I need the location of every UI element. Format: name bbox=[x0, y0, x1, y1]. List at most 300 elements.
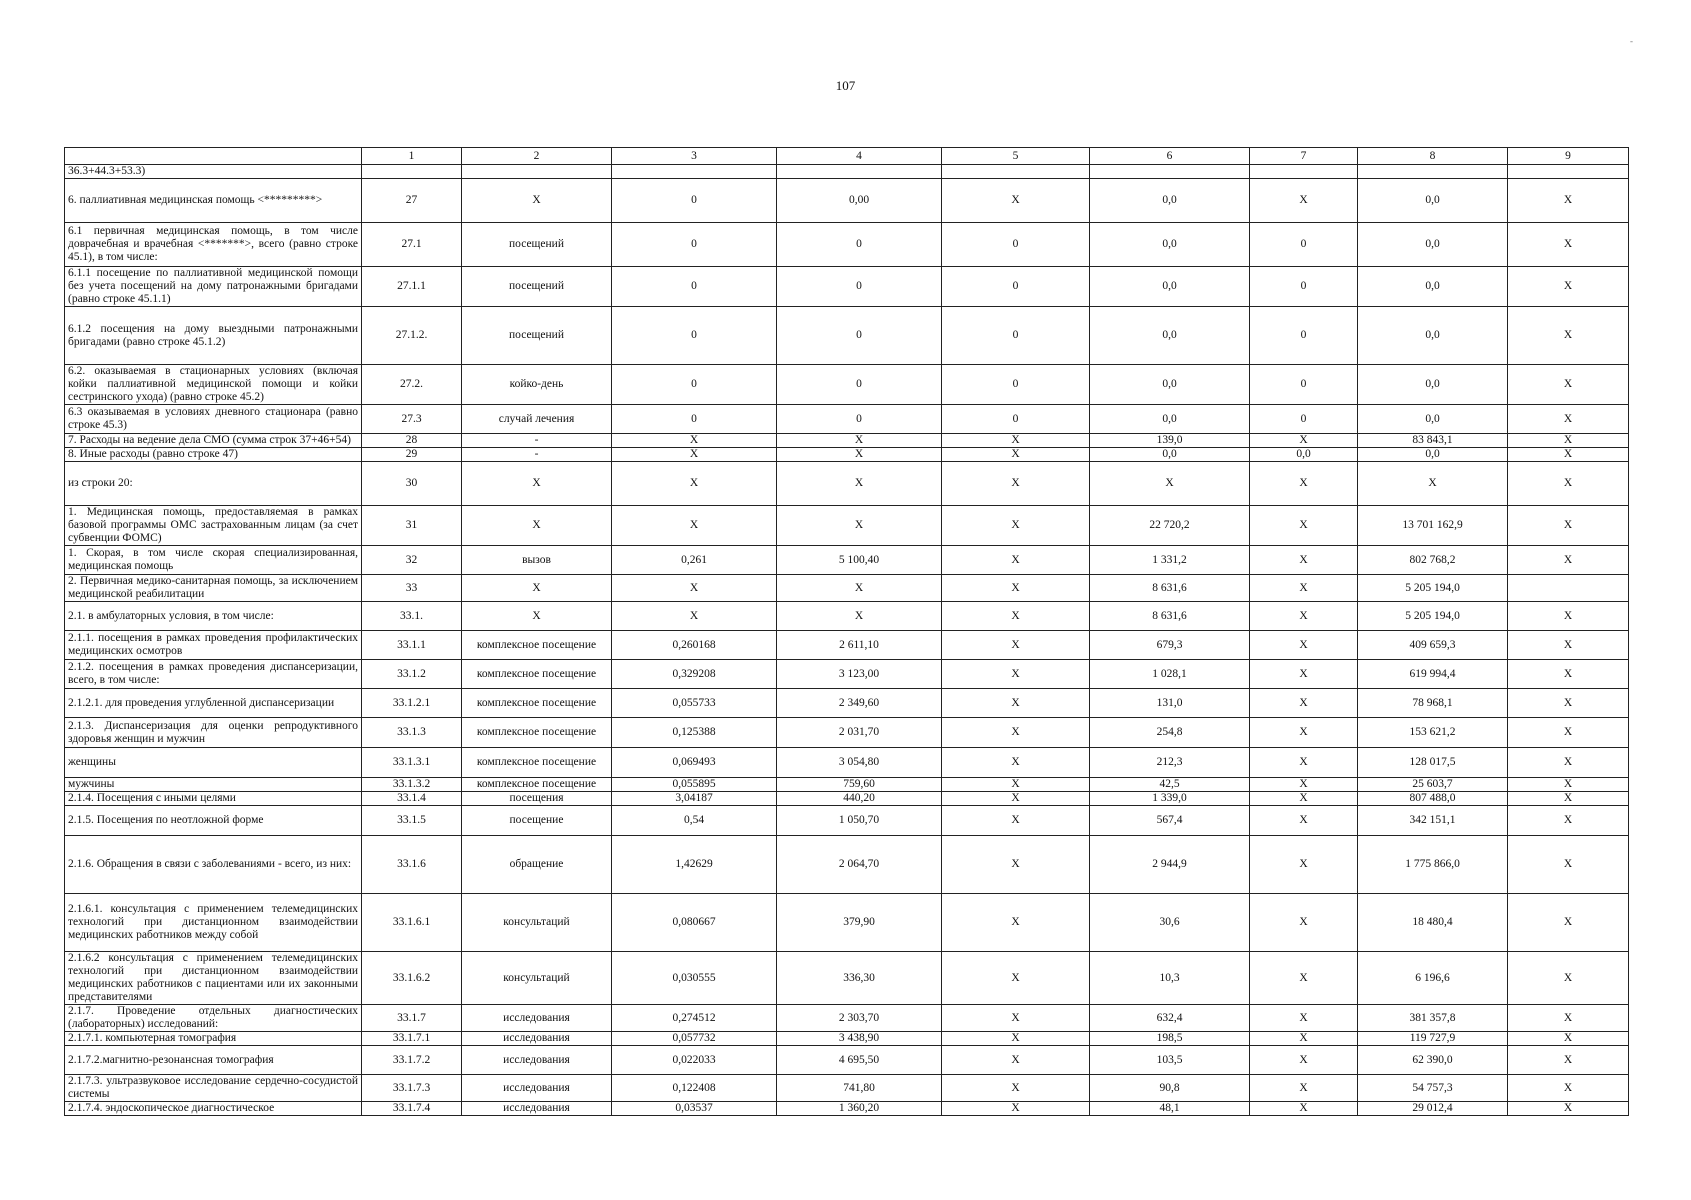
cell-col-8: 13 701 162,9 bbox=[1358, 506, 1508, 546]
cell-row-name: 2.1.7.3. ультразвуковое исследование сердечно-сосудистой системы bbox=[65, 1075, 362, 1102]
cell-col-6: 2 944,9 bbox=[1090, 836, 1250, 894]
table-row bbox=[65, 631, 1629, 660]
cell-col-3: 3,04187 bbox=[612, 792, 777, 806]
cell-col-7: 0 bbox=[1250, 405, 1358, 434]
cell-col-6: 0,0 bbox=[1090, 448, 1250, 462]
cell-unit: комплексное посещение bbox=[462, 718, 612, 748]
cell-col-6: 632,4 bbox=[1090, 1005, 1250, 1032]
table-row bbox=[65, 223, 1629, 267]
cell-col-7: X bbox=[1250, 434, 1358, 448]
cell-row-code: 33.1.7.2 bbox=[362, 1046, 462, 1075]
cell-row-name: 2.1.7.4. эндоскопическое диагностическое bbox=[65, 1102, 362, 1116]
cell-unit: X bbox=[462, 462, 612, 506]
cell-row-code: 33.1.1 bbox=[362, 631, 462, 660]
cell-col-4: 2 611,10 bbox=[777, 631, 942, 660]
scan-dot: - bbox=[1630, 36, 1633, 46]
cell-col-8: 54 757,3 bbox=[1358, 1075, 1508, 1102]
cell-col-6: 0,0 bbox=[1090, 223, 1250, 267]
tariff-table bbox=[64, 147, 1629, 1116]
cell-col-7: 0 bbox=[1250, 307, 1358, 365]
cell-col-5: 0 bbox=[942, 365, 1090, 405]
cell-col-7: X bbox=[1250, 1005, 1358, 1032]
cell-col-8: 0,0 bbox=[1358, 405, 1508, 434]
cell-row-name: 1. Скорая, в том числе скорая специализированная, медицинская помощь bbox=[65, 546, 362, 575]
cell-col-9: X bbox=[1508, 223, 1629, 267]
cell-col-9: X bbox=[1508, 365, 1629, 405]
cell-col-6: 1 028,1 bbox=[1090, 660, 1250, 689]
cell-row-name: 2. Первичная медико-санитарная помощь, за исключением медицинской реабилитации bbox=[65, 575, 362, 602]
cell-col-7: X bbox=[1250, 1046, 1358, 1075]
cell-row-code: 30 bbox=[362, 462, 462, 506]
cell-col-4: X bbox=[777, 602, 942, 631]
cell-row-code: 27.2. bbox=[362, 365, 462, 405]
cell-col-3: 1,42629 bbox=[612, 836, 777, 894]
cell-col-8: 153 621,2 bbox=[1358, 718, 1508, 748]
cell-col-3: X bbox=[612, 506, 777, 546]
page-number: 107 bbox=[835, 78, 856, 93]
cell-col-8: 807 488,0 bbox=[1358, 792, 1508, 806]
cell-col-8: 128 017,5 bbox=[1358, 748, 1508, 778]
cell-col-7: 0,0 bbox=[1250, 448, 1358, 462]
cell-col-6: 0,0 bbox=[1090, 405, 1250, 434]
cell-col-7: X bbox=[1250, 1032, 1358, 1046]
cell-col-9: X bbox=[1508, 631, 1629, 660]
table-row bbox=[65, 434, 1629, 448]
cell-col-6: 0,0 bbox=[1090, 307, 1250, 365]
cell-col-3: X bbox=[612, 462, 777, 506]
table-row bbox=[65, 165, 1629, 179]
cell-col-7: X bbox=[1250, 952, 1358, 1005]
cell-col-9: X bbox=[1508, 660, 1629, 689]
cell-col-9: X bbox=[1508, 1005, 1629, 1032]
cell-col-6: 131,0 bbox=[1090, 689, 1250, 718]
cell-col-5: X bbox=[942, 602, 1090, 631]
cell-row-code: 33.1.2 bbox=[362, 660, 462, 689]
cell-col-5: X bbox=[942, 689, 1090, 718]
table-row bbox=[65, 894, 1629, 952]
table-row bbox=[65, 1075, 1629, 1102]
cell-col-7: X bbox=[1250, 1075, 1358, 1102]
cell-col-9: X bbox=[1508, 462, 1629, 506]
table-row bbox=[65, 448, 1629, 462]
table-row bbox=[65, 660, 1629, 689]
cell-col-8: 5 205 194,0 bbox=[1358, 602, 1508, 631]
table-row bbox=[65, 836, 1629, 894]
cell-col-7: X bbox=[1250, 1102, 1358, 1116]
cell-col-5: X bbox=[942, 792, 1090, 806]
cell-col-4: 379,90 bbox=[777, 894, 942, 952]
cell-col-6: 0,0 bbox=[1090, 179, 1250, 223]
cell-col-6: 1 331,2 bbox=[1090, 546, 1250, 575]
table-row bbox=[65, 1102, 1629, 1116]
cell-col-8: 6 196,6 bbox=[1358, 952, 1508, 1005]
cell-row-name: 1. Медицинская помощь, предоставляемая в рамках базовой программы ОМС застрахованным лицам (за счет субвенции ФОМС) bbox=[65, 506, 362, 546]
cell-row-name: 2.1.6.2 консультация с применением телемедицинских технологий при дистанционном взаимодействии медицинских работников с пациентами или их законными представителями bbox=[65, 952, 362, 1005]
table-row bbox=[65, 952, 1629, 1005]
cell-col-3: 0,022033 bbox=[612, 1046, 777, 1075]
cell-col-7: X bbox=[1250, 836, 1358, 894]
cell-col-6: 103,5 bbox=[1090, 1046, 1250, 1075]
cell-col-5: X bbox=[942, 546, 1090, 575]
cell-col-5: 0 bbox=[942, 267, 1090, 307]
cell-col-4: 2 303,70 bbox=[777, 1005, 942, 1032]
cell-col-6: 10,3 bbox=[1090, 952, 1250, 1005]
table-row bbox=[65, 365, 1629, 405]
cell-row-name: 2.1.1. посещения в рамках проведения профилактических медицинских осмотров bbox=[65, 631, 362, 660]
cell-col-4: 336,30 bbox=[777, 952, 942, 1005]
cell-col-4: 0 bbox=[777, 307, 942, 365]
cell-row-name: мужчины bbox=[65, 778, 362, 792]
cell-col-7: X bbox=[1250, 602, 1358, 631]
cell-col-5: X bbox=[942, 1075, 1090, 1102]
cell-col-6: 198,5 bbox=[1090, 1032, 1250, 1046]
cell-col-4: X bbox=[777, 575, 942, 602]
cell-row-code: 27.1.1 bbox=[362, 267, 462, 307]
cell-col-6: 42,5 bbox=[1090, 778, 1250, 792]
cell-col-9: X bbox=[1508, 806, 1629, 836]
cell-col-6: 0,0 bbox=[1090, 267, 1250, 307]
column-header-3: 3 bbox=[612, 148, 777, 165]
cell-col-5: X bbox=[942, 718, 1090, 748]
cell-col-4: 3 438,90 bbox=[777, 1032, 942, 1046]
cell-col-4 bbox=[777, 165, 942, 179]
cell-row-code: 29 bbox=[362, 448, 462, 462]
cell-col-7: X bbox=[1250, 689, 1358, 718]
cell-col-8: 802 768,2 bbox=[1358, 546, 1508, 575]
cell-row-code: 32 bbox=[362, 546, 462, 575]
cell-row-name: 6.1.1 посещение по паллиативной медицинской помощи без учета посещений на дому патронажными бригадами (равно строке 45.1.1) bbox=[65, 267, 362, 307]
cell-col-9 bbox=[1508, 165, 1629, 179]
cell-col-4: 759,60 bbox=[777, 778, 942, 792]
cell-col-7: X bbox=[1250, 894, 1358, 952]
cell-col-9: X bbox=[1508, 405, 1629, 434]
cell-unit: комплексное посещение bbox=[462, 689, 612, 718]
cell-col-5: X bbox=[942, 952, 1090, 1005]
cell-col-4: 0 bbox=[777, 267, 942, 307]
cell-col-7 bbox=[1250, 165, 1358, 179]
cell-row-code: 33.1. bbox=[362, 602, 462, 631]
cell-col-6: 139,0 bbox=[1090, 434, 1250, 448]
cell-col-4: X bbox=[777, 462, 942, 506]
cell-unit: X bbox=[462, 602, 612, 631]
cell-col-5: X bbox=[942, 806, 1090, 836]
cell-unit: комплексное посещение bbox=[462, 748, 612, 778]
cell-row-code: 33.1.5 bbox=[362, 806, 462, 836]
cell-col-4: 1 050,70 bbox=[777, 806, 942, 836]
cell-row-name: 6.1 первичная медицинская помощь, в том числе доврачебная и врачебная <*******>, всего (равно строке 45.1), в том числе: bbox=[65, 223, 362, 267]
cell-col-6: 254,8 bbox=[1090, 718, 1250, 748]
cell-col-3: 0,080667 bbox=[612, 894, 777, 952]
cell-col-4: 1 360,20 bbox=[777, 1102, 942, 1116]
cell-col-8: 0,0 bbox=[1358, 179, 1508, 223]
cell-row-code: 33.1.6 bbox=[362, 836, 462, 894]
table-row bbox=[65, 718, 1629, 748]
cell-col-9: X bbox=[1508, 778, 1629, 792]
cell-col-9: X bbox=[1508, 307, 1629, 365]
cell-col-8 bbox=[1358, 165, 1508, 179]
table-row bbox=[65, 462, 1629, 506]
cell-col-4: X bbox=[777, 434, 942, 448]
cell-row-name: 2.1.4. Посещения с иными целями bbox=[65, 792, 362, 806]
cell-col-9: X bbox=[1508, 718, 1629, 748]
cell-col-4: 2 064,70 bbox=[777, 836, 942, 894]
cell-row-name: 6.2. оказываемая в стационарных условиях (включая койки паллиативной медицинской помощи и койки сестринского ухода) (равно строке 45.2) bbox=[65, 365, 362, 405]
table-row bbox=[65, 1046, 1629, 1075]
cell-unit: комплексное посещение bbox=[462, 778, 612, 792]
cell-row-code: 33.1.7 bbox=[362, 1005, 462, 1032]
cell-col-6: 48,1 bbox=[1090, 1102, 1250, 1116]
cell-col-9: X bbox=[1508, 894, 1629, 952]
cell-col-9: X bbox=[1508, 792, 1629, 806]
cell-col-7: X bbox=[1250, 778, 1358, 792]
cell-col-6: 8 631,6 bbox=[1090, 602, 1250, 631]
cell-unit: X bbox=[462, 575, 612, 602]
cell-col-7: X bbox=[1250, 660, 1358, 689]
cell-col-8: 0,0 bbox=[1358, 448, 1508, 462]
cell-row-code: 33.1.6.1 bbox=[362, 894, 462, 952]
cell-col-4: 3 054,80 bbox=[777, 748, 942, 778]
cell-col-5: X bbox=[942, 462, 1090, 506]
cell-col-3: 0,069493 bbox=[612, 748, 777, 778]
cell-col-5: X bbox=[942, 1102, 1090, 1116]
cell-col-4: 2 349,60 bbox=[777, 689, 942, 718]
cell-col-3: 0,329208 bbox=[612, 660, 777, 689]
cell-row-name: 2.1.5. Посещения по неотложной форме bbox=[65, 806, 362, 836]
cell-col-7: 0 bbox=[1250, 365, 1358, 405]
cell-unit: исследования bbox=[462, 1102, 612, 1116]
cell-unit bbox=[462, 165, 612, 179]
cell-col-8: 409 659,3 bbox=[1358, 631, 1508, 660]
cell-col-3: 0,055895 bbox=[612, 778, 777, 792]
cell-col-8: 381 357,8 bbox=[1358, 1005, 1508, 1032]
cell-col-5 bbox=[942, 165, 1090, 179]
cell-unit: посещений bbox=[462, 223, 612, 267]
cell-col-4: 5 100,40 bbox=[777, 546, 942, 575]
cell-unit: вызов bbox=[462, 546, 612, 575]
cell-row-code: 33.1.7.3 bbox=[362, 1075, 462, 1102]
cell-unit: исследования bbox=[462, 1032, 612, 1046]
cell-col-8: 18 480,4 bbox=[1358, 894, 1508, 952]
cell-col-8: 619 994,4 bbox=[1358, 660, 1508, 689]
cell-unit: X bbox=[462, 506, 612, 546]
cell-col-5: X bbox=[942, 179, 1090, 223]
cell-col-9: X bbox=[1508, 448, 1629, 462]
cell-row-code: 33.1.7.4 bbox=[362, 1102, 462, 1116]
cell-row-code bbox=[362, 165, 462, 179]
cell-col-8: 342 151,1 bbox=[1358, 806, 1508, 836]
column-header-7: 7 bbox=[1250, 148, 1358, 165]
cell-col-8: 78 968,1 bbox=[1358, 689, 1508, 718]
cell-col-3: 0,274512 bbox=[612, 1005, 777, 1032]
cell-col-3: 0 bbox=[612, 307, 777, 365]
cell-col-6 bbox=[1090, 165, 1250, 179]
cell-col-9: X bbox=[1508, 1075, 1629, 1102]
cell-row-code: 33 bbox=[362, 575, 462, 602]
cell-row-code: 27.1 bbox=[362, 223, 462, 267]
table-row bbox=[65, 748, 1629, 778]
cell-unit: посещений bbox=[462, 267, 612, 307]
cell-col-3: 0,261 bbox=[612, 546, 777, 575]
cell-col-7: X bbox=[1250, 575, 1358, 602]
cell-col-7: X bbox=[1250, 806, 1358, 836]
cell-col-8: X bbox=[1358, 462, 1508, 506]
cell-col-7: X bbox=[1250, 748, 1358, 778]
cell-unit: - bbox=[462, 434, 612, 448]
cell-col-5: X bbox=[942, 1032, 1090, 1046]
cell-col-3: 0 bbox=[612, 179, 777, 223]
cell-row-code: 33.1.2.1 bbox=[362, 689, 462, 718]
cell-unit: - bbox=[462, 448, 612, 462]
table-row bbox=[65, 602, 1629, 631]
cell-col-5: X bbox=[942, 1005, 1090, 1032]
cell-unit: обращение bbox=[462, 836, 612, 894]
cell-col-5: 0 bbox=[942, 405, 1090, 434]
cell-col-3: 0,057732 bbox=[612, 1032, 777, 1046]
cell-col-8: 0,0 bbox=[1358, 267, 1508, 307]
cell-col-7: X bbox=[1250, 792, 1358, 806]
cell-col-8: 0,0 bbox=[1358, 307, 1508, 365]
table-row bbox=[65, 1005, 1629, 1032]
cell-col-9: X bbox=[1508, 689, 1629, 718]
cell-col-5: X bbox=[942, 778, 1090, 792]
table-row bbox=[65, 546, 1629, 575]
cell-row-name: женщины bbox=[65, 748, 362, 778]
cell-col-4: X bbox=[777, 448, 942, 462]
table-row bbox=[65, 778, 1629, 792]
cell-row-name: 36.3+44.3+53.3) bbox=[65, 165, 362, 179]
cell-row-name: 6.1.2 посещения на дому выездными патронажными бригадами (равно строке 45.1.2) bbox=[65, 307, 362, 365]
column-header-8: 8 bbox=[1358, 148, 1508, 165]
cell-row-code: 28 bbox=[362, 434, 462, 448]
cell-col-9: X bbox=[1508, 602, 1629, 631]
cell-row-code: 33.1.3.1 bbox=[362, 748, 462, 778]
cell-unit: консультаций bbox=[462, 952, 612, 1005]
cell-col-5: X bbox=[942, 748, 1090, 778]
cell-col-8: 62 390,0 bbox=[1358, 1046, 1508, 1075]
cell-col-8: 29 012,4 bbox=[1358, 1102, 1508, 1116]
cell-unit: исследования bbox=[462, 1005, 612, 1032]
cell-col-4: 0 bbox=[777, 365, 942, 405]
cell-col-3: X bbox=[612, 575, 777, 602]
cell-row-code: 33.1.3 bbox=[362, 718, 462, 748]
cell-col-3: X bbox=[612, 434, 777, 448]
table-row bbox=[65, 806, 1629, 836]
cell-col-4: 3 123,00 bbox=[777, 660, 942, 689]
table-row bbox=[65, 1032, 1629, 1046]
column-header-4: 4 bbox=[777, 148, 942, 165]
cell-col-9: X bbox=[1508, 952, 1629, 1005]
cell-col-3: 0,055733 bbox=[612, 689, 777, 718]
cell-col-5: X bbox=[942, 631, 1090, 660]
cell-row-name: 8. Иные расходы (равно строке 47) bbox=[65, 448, 362, 462]
cell-col-3: X bbox=[612, 602, 777, 631]
cell-col-9 bbox=[1508, 575, 1629, 602]
cell-col-5: 0 bbox=[942, 223, 1090, 267]
cell-col-5: 0 bbox=[942, 307, 1090, 365]
cell-col-4: 2 031,70 bbox=[777, 718, 942, 748]
column-header-2: 2 bbox=[462, 148, 612, 165]
cell-col-9: X bbox=[1508, 836, 1629, 894]
cell-col-9: X bbox=[1508, 434, 1629, 448]
cell-col-4: 4 695,50 bbox=[777, 1046, 942, 1075]
cell-col-7: X bbox=[1250, 506, 1358, 546]
cell-col-6: 0,0 bbox=[1090, 365, 1250, 405]
cell-row-name: 2.1.6.1. консультация с применением телемедицинских технологий при дистанционном взаимодействии медицинских работников между собой bbox=[65, 894, 362, 952]
cell-col-3: 0 bbox=[612, 405, 777, 434]
cell-col-8: 0,0 bbox=[1358, 365, 1508, 405]
cell-col-4: 0,00 bbox=[777, 179, 942, 223]
cell-col-3: 0,030555 bbox=[612, 952, 777, 1005]
cell-row-name: из строки 20: bbox=[65, 462, 362, 506]
table-row bbox=[65, 689, 1629, 718]
cell-col-6: 212,3 bbox=[1090, 748, 1250, 778]
cell-row-code: 27.1.2. bbox=[362, 307, 462, 365]
cell-row-code: 27.3 bbox=[362, 405, 462, 434]
table-row bbox=[65, 307, 1629, 365]
cell-row-code: 33.1.6.2 bbox=[362, 952, 462, 1005]
cell-col-3: 0 bbox=[612, 223, 777, 267]
cell-row-code: 31 bbox=[362, 506, 462, 546]
cell-row-name: 2.1.2. посещения в рамках проведения диспансеризации, всего, в том числе: bbox=[65, 660, 362, 689]
cell-col-4: 0 bbox=[777, 223, 942, 267]
cell-col-5: X bbox=[942, 434, 1090, 448]
cell-col-9: X bbox=[1508, 546, 1629, 575]
cell-col-5: X bbox=[942, 1046, 1090, 1075]
cell-col-7: X bbox=[1250, 179, 1358, 223]
column-header-9: 9 bbox=[1508, 148, 1629, 165]
column-header-0 bbox=[65, 148, 362, 165]
cell-col-3: 0 bbox=[612, 365, 777, 405]
cell-col-5: X bbox=[942, 836, 1090, 894]
cell-col-3: 0,125388 bbox=[612, 718, 777, 748]
cell-row-code: 27 bbox=[362, 179, 462, 223]
cell-col-7: X bbox=[1250, 462, 1358, 506]
cell-col-7: X bbox=[1250, 546, 1358, 575]
cell-col-6: 30,6 bbox=[1090, 894, 1250, 952]
cell-row-name: 2.1.3. Диспансеризация для оценки репродуктивного здоровья женщин и мужчин bbox=[65, 718, 362, 748]
cell-row-name: 2.1.7.1. компьютерная томография bbox=[65, 1032, 362, 1046]
cell-col-8: 83 843,1 bbox=[1358, 434, 1508, 448]
cell-col-6: 22 720,2 bbox=[1090, 506, 1250, 546]
cell-col-8: 119 727,9 bbox=[1358, 1032, 1508, 1046]
cell-unit: случай лечения bbox=[462, 405, 612, 434]
cell-unit: исследования bbox=[462, 1075, 612, 1102]
cell-col-3: 0,54 bbox=[612, 806, 777, 836]
cell-unit: койко-день bbox=[462, 365, 612, 405]
cell-col-5: X bbox=[942, 660, 1090, 689]
cell-col-8: 1 775 866,0 bbox=[1358, 836, 1508, 894]
cell-col-7: X bbox=[1250, 718, 1358, 748]
cell-col-9: X bbox=[1508, 1032, 1629, 1046]
cell-row-name: 2.1.7. Проведение отдельных диагностических (лабораторных) исследований: bbox=[65, 1005, 362, 1032]
cell-col-7: X bbox=[1250, 631, 1358, 660]
cell-col-6: 567,4 bbox=[1090, 806, 1250, 836]
cell-unit: посещение bbox=[462, 806, 612, 836]
table-body bbox=[65, 148, 1629, 1116]
cell-col-5: X bbox=[942, 894, 1090, 952]
cell-row-name: 2.1. в амбулаторных условия, в том числе: bbox=[65, 602, 362, 631]
cell-col-9: X bbox=[1508, 748, 1629, 778]
cell-col-3: 0,122408 bbox=[612, 1075, 777, 1102]
cell-col-6: 1 339,0 bbox=[1090, 792, 1250, 806]
table-row bbox=[65, 267, 1629, 307]
cell-col-8: 0,0 bbox=[1358, 223, 1508, 267]
cell-col-4: 741,80 bbox=[777, 1075, 942, 1102]
cell-col-8: 5 205 194,0 bbox=[1358, 575, 1508, 602]
cell-col-6: 679,3 bbox=[1090, 631, 1250, 660]
cell-col-7: 0 bbox=[1250, 267, 1358, 307]
table-row bbox=[65, 792, 1629, 806]
